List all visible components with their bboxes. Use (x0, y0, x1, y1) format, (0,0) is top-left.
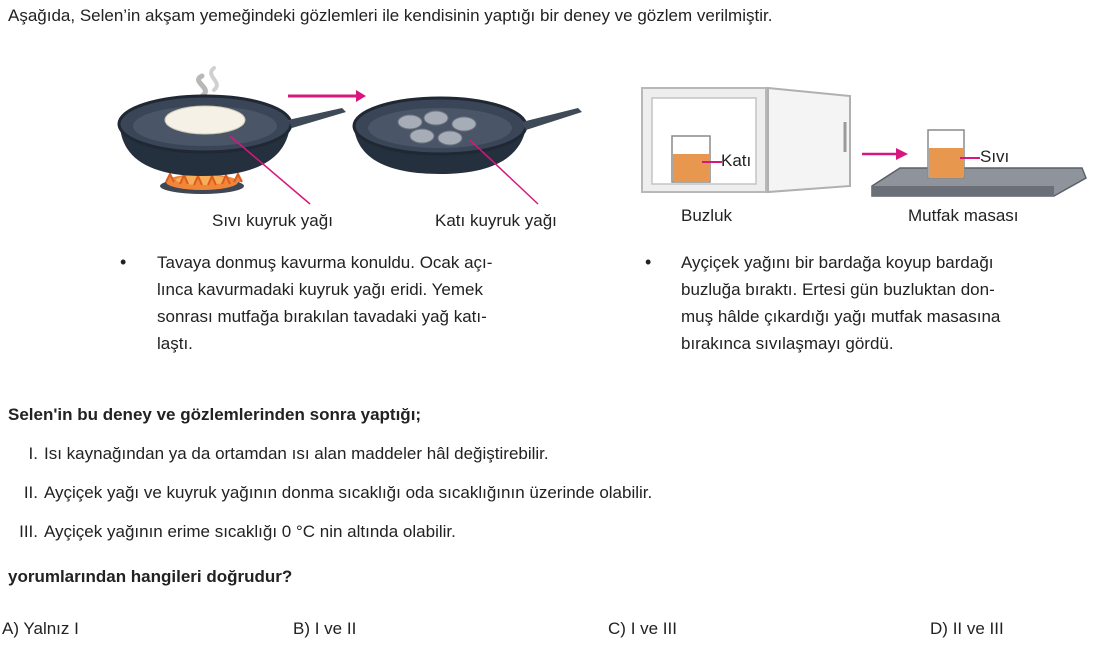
label-liquid-fat: Sıvı kuyruk yağı (212, 211, 333, 230)
statement-text: Ayçiçek yağının erime sıcaklığı 0 °C nin altında olabilir. (44, 522, 456, 541)
label-solid-fat: Katı kuyruk yağı (435, 211, 557, 230)
beaker-liquid-icon (928, 130, 964, 178)
label-liquid: Sıvı (980, 147, 1010, 166)
intro-text: Aşağıda, Selen’in akşam yemeğindeki gözlemleri ile kendisinin yaptığı bir deney ve gözlem verilmiştir. (8, 6, 773, 25)
option-letter: B) (293, 619, 310, 638)
question-ask: yorumlarından hangileri doğrudur? (8, 567, 293, 586)
pan-illustration (110, 58, 710, 208)
option-text: I ve III (630, 619, 677, 638)
left-line: Tavaya donmuş kavurma konuldu. Ocak açı- (157, 253, 493, 272)
cold-pan-icon (354, 98, 582, 174)
flame-icon (160, 174, 244, 194)
left-line: lınca kavurmadaki kuyruk yağı eridi. Yemek (157, 280, 483, 299)
option-d[interactable] (930, 619, 1004, 639)
bullet-right: • (645, 252, 652, 272)
right-line: bırakınca sıvılaşmayı gördü. (681, 334, 894, 353)
label-freezer: Buzluk (681, 206, 733, 225)
statement-text: Isı kaynağından ya da ortamdan ısı alan maddeler hâl değiştirebilir. (44, 444, 549, 463)
label-table: Mutfak masası (908, 206, 1019, 225)
statement-2 (0, 483, 652, 503)
arrow-right-icon (862, 148, 908, 160)
option-b[interactable] (293, 619, 356, 639)
left-description (157, 249, 591, 357)
option-text: II ve III (952, 619, 1004, 638)
label-solid: Katı (721, 151, 752, 170)
option-text: I ve II (314, 619, 357, 638)
option-text: Yalnız I (23, 619, 79, 638)
arrow-right-icon (288, 90, 366, 102)
right-line: muş hâlde çıkardığı yağı mutfak masasına (681, 307, 1001, 326)
right-line: Ayçiçek yağını bir bardağa koyup bardağı (681, 253, 994, 272)
left-line: sonrası mutfağa bırakılan tavadaki yağ katı- (157, 307, 487, 326)
statement-3 (0, 522, 456, 542)
right-line: buzluğa bıraktı. Ertesi gün buzluktan don- (681, 280, 995, 299)
statement-1 (0, 444, 549, 464)
option-letter: C) (608, 619, 626, 638)
option-a[interactable] (2, 619, 79, 639)
bullet-left: • (120, 252, 127, 272)
statement-number: I. (28, 444, 38, 463)
statement-number: III. (19, 522, 38, 541)
right-description (681, 249, 1089, 357)
left-line: laştı. (157, 334, 193, 353)
table-icon (872, 168, 1086, 196)
beaker-solid-icon (672, 136, 710, 182)
option-letter: A) (2, 619, 19, 638)
option-letter: D) (930, 619, 948, 638)
option-c[interactable] (608, 619, 677, 639)
hot-pan-icon (119, 96, 346, 176)
statement-number: II. (23, 483, 38, 502)
statement-text: Ayçiçek yağı ve kuyruk yağının donma sıcaklığı oda sıcaklığının üzerinde olabilir. (44, 483, 653, 502)
question-stem: Selen'in bu deney ve gözlemlerinden sonra yaptığı; (8, 405, 422, 424)
